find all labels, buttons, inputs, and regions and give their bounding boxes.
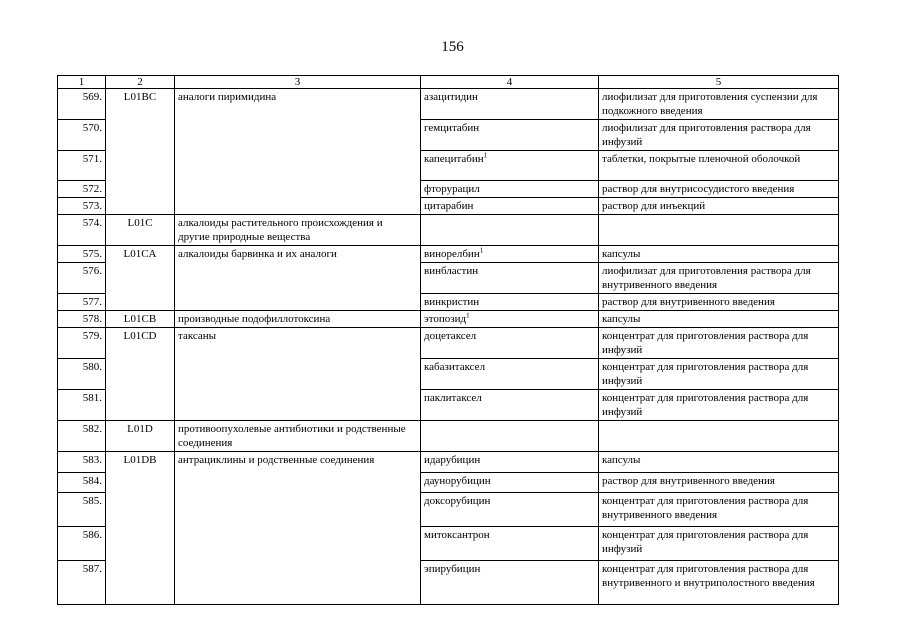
drug-name: винорелбин$^1$: [421, 246, 599, 263]
drug-name: этопозид$^1$: [421, 311, 599, 328]
row-number: 569.: [58, 89, 106, 120]
drug-name: фторурацил: [421, 181, 599, 198]
dosage-form: концентрат для приготовления раствора для инфузий: [599, 359, 839, 390]
atc-group: противоопухолевые антибиотики и родственные соединения: [175, 421, 421, 452]
row-number: 578.: [58, 311, 106, 328]
column-header: 4: [421, 76, 599, 89]
dosage-form: раствор для инъекций: [599, 198, 839, 215]
drug-name: кабазитаксел: [421, 359, 599, 390]
drug-name: азацитидин: [421, 89, 599, 120]
atc-code: L01CD: [106, 328, 175, 421]
atc-code: L01CB: [106, 311, 175, 328]
row-number: 581.: [58, 390, 106, 421]
row-number: 583.: [58, 452, 106, 473]
dosage-form: лиофилизат для приготовления раствора для инфузий: [599, 120, 839, 151]
dosage-form: [599, 421, 839, 452]
dosage-form: концентрат для приготовления раствора для внутривенного и внутриполостного введения: [599, 561, 839, 605]
row-number: 571.: [58, 151, 106, 181]
atc-group: аналоги пиримидина: [175, 89, 421, 215]
page-number: 156: [441, 39, 464, 55]
row-number: 572.: [58, 181, 106, 198]
table-row: [58, 215, 839, 246]
drug-name: даунорубицин: [421, 473, 599, 493]
atc-group: алкалоиды растительного происхождения и другие природные вещества: [175, 215, 421, 246]
dosage-form: концентрат для приготовления раствора для инфузий: [599, 527, 839, 561]
atc-code: L01BC: [106, 89, 175, 215]
dosage-form: раствор для внутривенного введения: [599, 294, 839, 311]
drug-name: [421, 215, 599, 246]
dosage-form: капсулы: [599, 452, 839, 473]
table-row: [58, 311, 839, 328]
row-number: 579.: [58, 328, 106, 359]
atc-group: таксаны: [175, 328, 421, 421]
atc-code: L01D: [106, 421, 175, 452]
atc-group: производные подофиллотоксина: [175, 311, 421, 328]
dosage-form: раствор для внутрисосудистого введения: [599, 181, 839, 198]
dosage-form: капсулы: [599, 311, 839, 328]
atc-code: L01DB: [106, 452, 175, 605]
table-row: [58, 89, 839, 120]
drug-name: гемцитабин: [421, 120, 599, 151]
atc-code: L01CA: [106, 246, 175, 311]
drug-name: паклитаксел: [421, 390, 599, 421]
column-header: 1: [58, 76, 106, 89]
column-header: 5: [599, 76, 839, 89]
row-number: 577.: [58, 294, 106, 311]
atc-group: антрациклины и родственные соединения: [175, 452, 421, 605]
column-header: 3: [175, 76, 421, 89]
drug-name: митоксантрон: [421, 527, 599, 561]
drug-name: цитарабин: [421, 198, 599, 215]
row-number: 584.: [58, 473, 106, 493]
dosage-form: концентрат для приготовления раствора для инфузий: [599, 328, 839, 359]
column-header: 2: [106, 76, 175, 89]
drug-name: винкристин: [421, 294, 599, 311]
row-number: 586.: [58, 527, 106, 561]
table-row: [58, 421, 839, 452]
row-number: 582.: [58, 421, 106, 452]
atc-group: алкалоиды барвинка и их аналоги: [175, 246, 421, 311]
drug-name: доцетаксел: [421, 328, 599, 359]
table-row: [58, 452, 839, 473]
row-number: 575.: [58, 246, 106, 263]
row-number: 576.: [58, 263, 106, 294]
row-number: 587.: [58, 561, 106, 605]
row-number: 580.: [58, 359, 106, 390]
drug-name: доксорубицин: [421, 493, 599, 527]
atc-code: L01C: [106, 215, 175, 246]
row-number: 585.: [58, 493, 106, 527]
row-number: 573.: [58, 198, 106, 215]
table-header-row: [58, 76, 839, 89]
dosage-form: лиофилизат для приготовления раствора для внутривенного введения: [599, 263, 839, 294]
row-number: 570.: [58, 120, 106, 151]
table-row: [58, 246, 839, 263]
dosage-form: раствор для внутривенного введения: [599, 473, 839, 493]
drug-name: [421, 421, 599, 452]
dosage-form: лиофилизат для приготовления суспензии для подкожного введения: [599, 89, 839, 120]
row-number: 574.: [58, 215, 106, 246]
drug-name: эпирубицин: [421, 561, 599, 605]
drug-registry-table: [57, 75, 839, 605]
drug-name: винбластин: [421, 263, 599, 294]
table-row: [58, 328, 839, 359]
dosage-form: концентрат для приготовления раствора для инфузий: [599, 390, 839, 421]
drug-name: капецитабин$^1$: [421, 151, 599, 181]
dosage-form: концентрат для приготовления раствора для внутривенного введения: [599, 493, 839, 527]
drug-name: идарубицин: [421, 452, 599, 473]
dosage-form: таблетки, покрытые пленочной оболочкой: [599, 151, 839, 181]
dosage-form: [599, 215, 839, 246]
dosage-form: капсулы: [599, 246, 839, 263]
